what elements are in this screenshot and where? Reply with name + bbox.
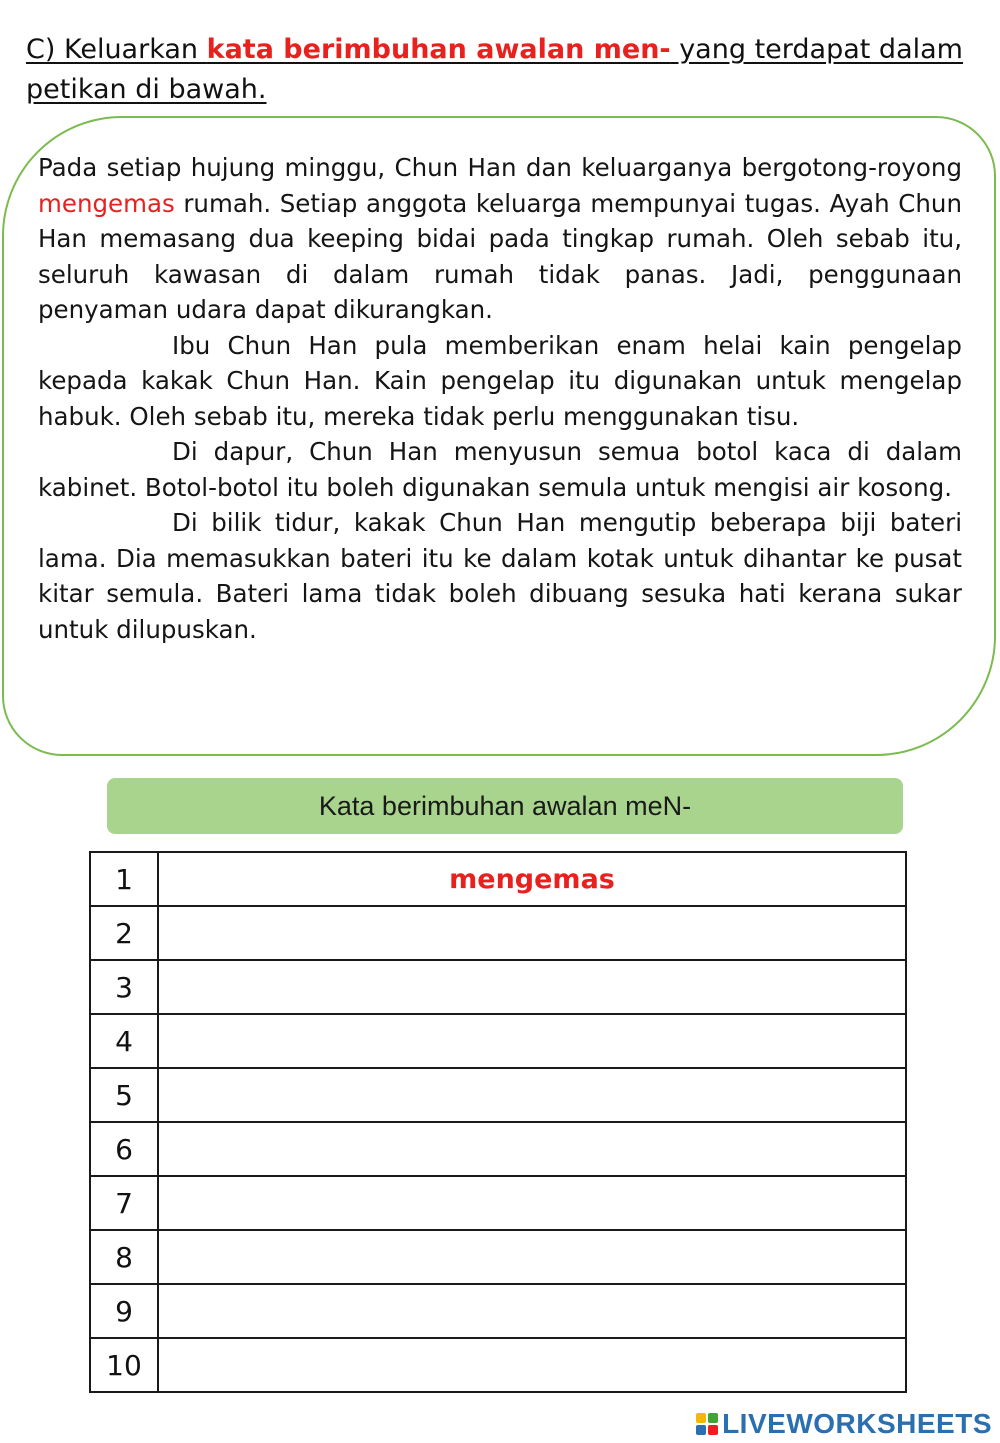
paragraph-2: Ibu Chun Han pula memberikan enam helai kain pengelap kepada kakak Chun Han. Kain pengelap itu digunakan untuk mengelap habuk. Oleh sebab itu, mereka tidak perlu menggunakan tisu. [38,330,962,431]
instruction-suffix: yang terdapat dalam petikan di bawah. [26,34,963,105]
table-row [90,1284,906,1338]
row-number: 3 [90,960,158,1014]
answer-table-header: Kata berimbuhan awalan meN- [107,778,903,834]
row-number: 10 [90,1338,158,1392]
answer-field[interactable] [158,906,906,960]
answer-field[interactable]: mengemas [158,852,906,906]
table-row [90,1068,906,1122]
row-number: 1 [90,852,158,906]
table-row [90,1338,906,1392]
answer-field[interactable] [158,1122,906,1176]
answer-table [89,851,907,1393]
answer-field[interactable] [158,1284,906,1338]
paragraph-1: Pada setiap hujung minggu, Chun Han dan keluarganya bergotong-royong mengemas rumah. Setiap anggota keluarga mempunyai tugas. Ayah Chun Han memasang dua keeping bidai pada tingkap rumah. Oleh sebab itu, seluruh kawasan di dalam rumah tidak panas. Jadi, penggunaan penyaman udara dapat dikurangkan. [38,153,962,324]
answer-field[interactable] [158,1230,906,1284]
table-row [90,852,906,906]
table-row [90,1176,906,1230]
highlighted-word: mengemas [38,188,175,218]
brand-name: LIVEWORKSHEETS [722,1408,992,1439]
answer-field[interactable] [158,1176,906,1230]
liveworksheets-logo-icon [696,1413,718,1435]
row-number: 6 [90,1122,158,1176]
table-row [90,1122,906,1176]
table-row [90,1014,906,1068]
reading-passage [38,150,962,647]
row-number: 4 [90,1014,158,1068]
answer-field[interactable] [158,1338,906,1392]
table-row [90,906,906,960]
instruction-highlight: kata berimbuhan awalan men- [206,34,671,65]
row-number: 8 [90,1230,158,1284]
row-number: 5 [90,1068,158,1122]
answer-field[interactable] [158,1014,906,1068]
paragraph-3: Di dapur, Chun Han menyusun semua botol kaca di dalam kabinet. Botol-botol itu boleh digunakan semula untuk mengisi air kosong. [38,437,962,502]
instruction-heading [26,30,966,110]
answer-field[interactable] [158,1068,906,1122]
row-number: 2 [90,906,158,960]
instruction-prefix: C) Keluarkan [26,34,207,65]
row-number: 9 [90,1284,158,1338]
answer-field[interactable] [158,960,906,1014]
paragraph-4: Di bilik tidur, kakak Chun Han mengutip beberapa biji bateri lama. Dia memasukkan bateri itu ke dalam kotak untuk dihantar ke pusat kitar semula. Bateri lama tidak boleh dibuang sesuka hati kerana sukar untuk dilupuskan. [38,508,962,644]
row-number: 7 [90,1176,158,1230]
table-row [90,1230,906,1284]
table-row [90,960,906,1014]
liveworksheets-brand [696,1408,992,1440]
